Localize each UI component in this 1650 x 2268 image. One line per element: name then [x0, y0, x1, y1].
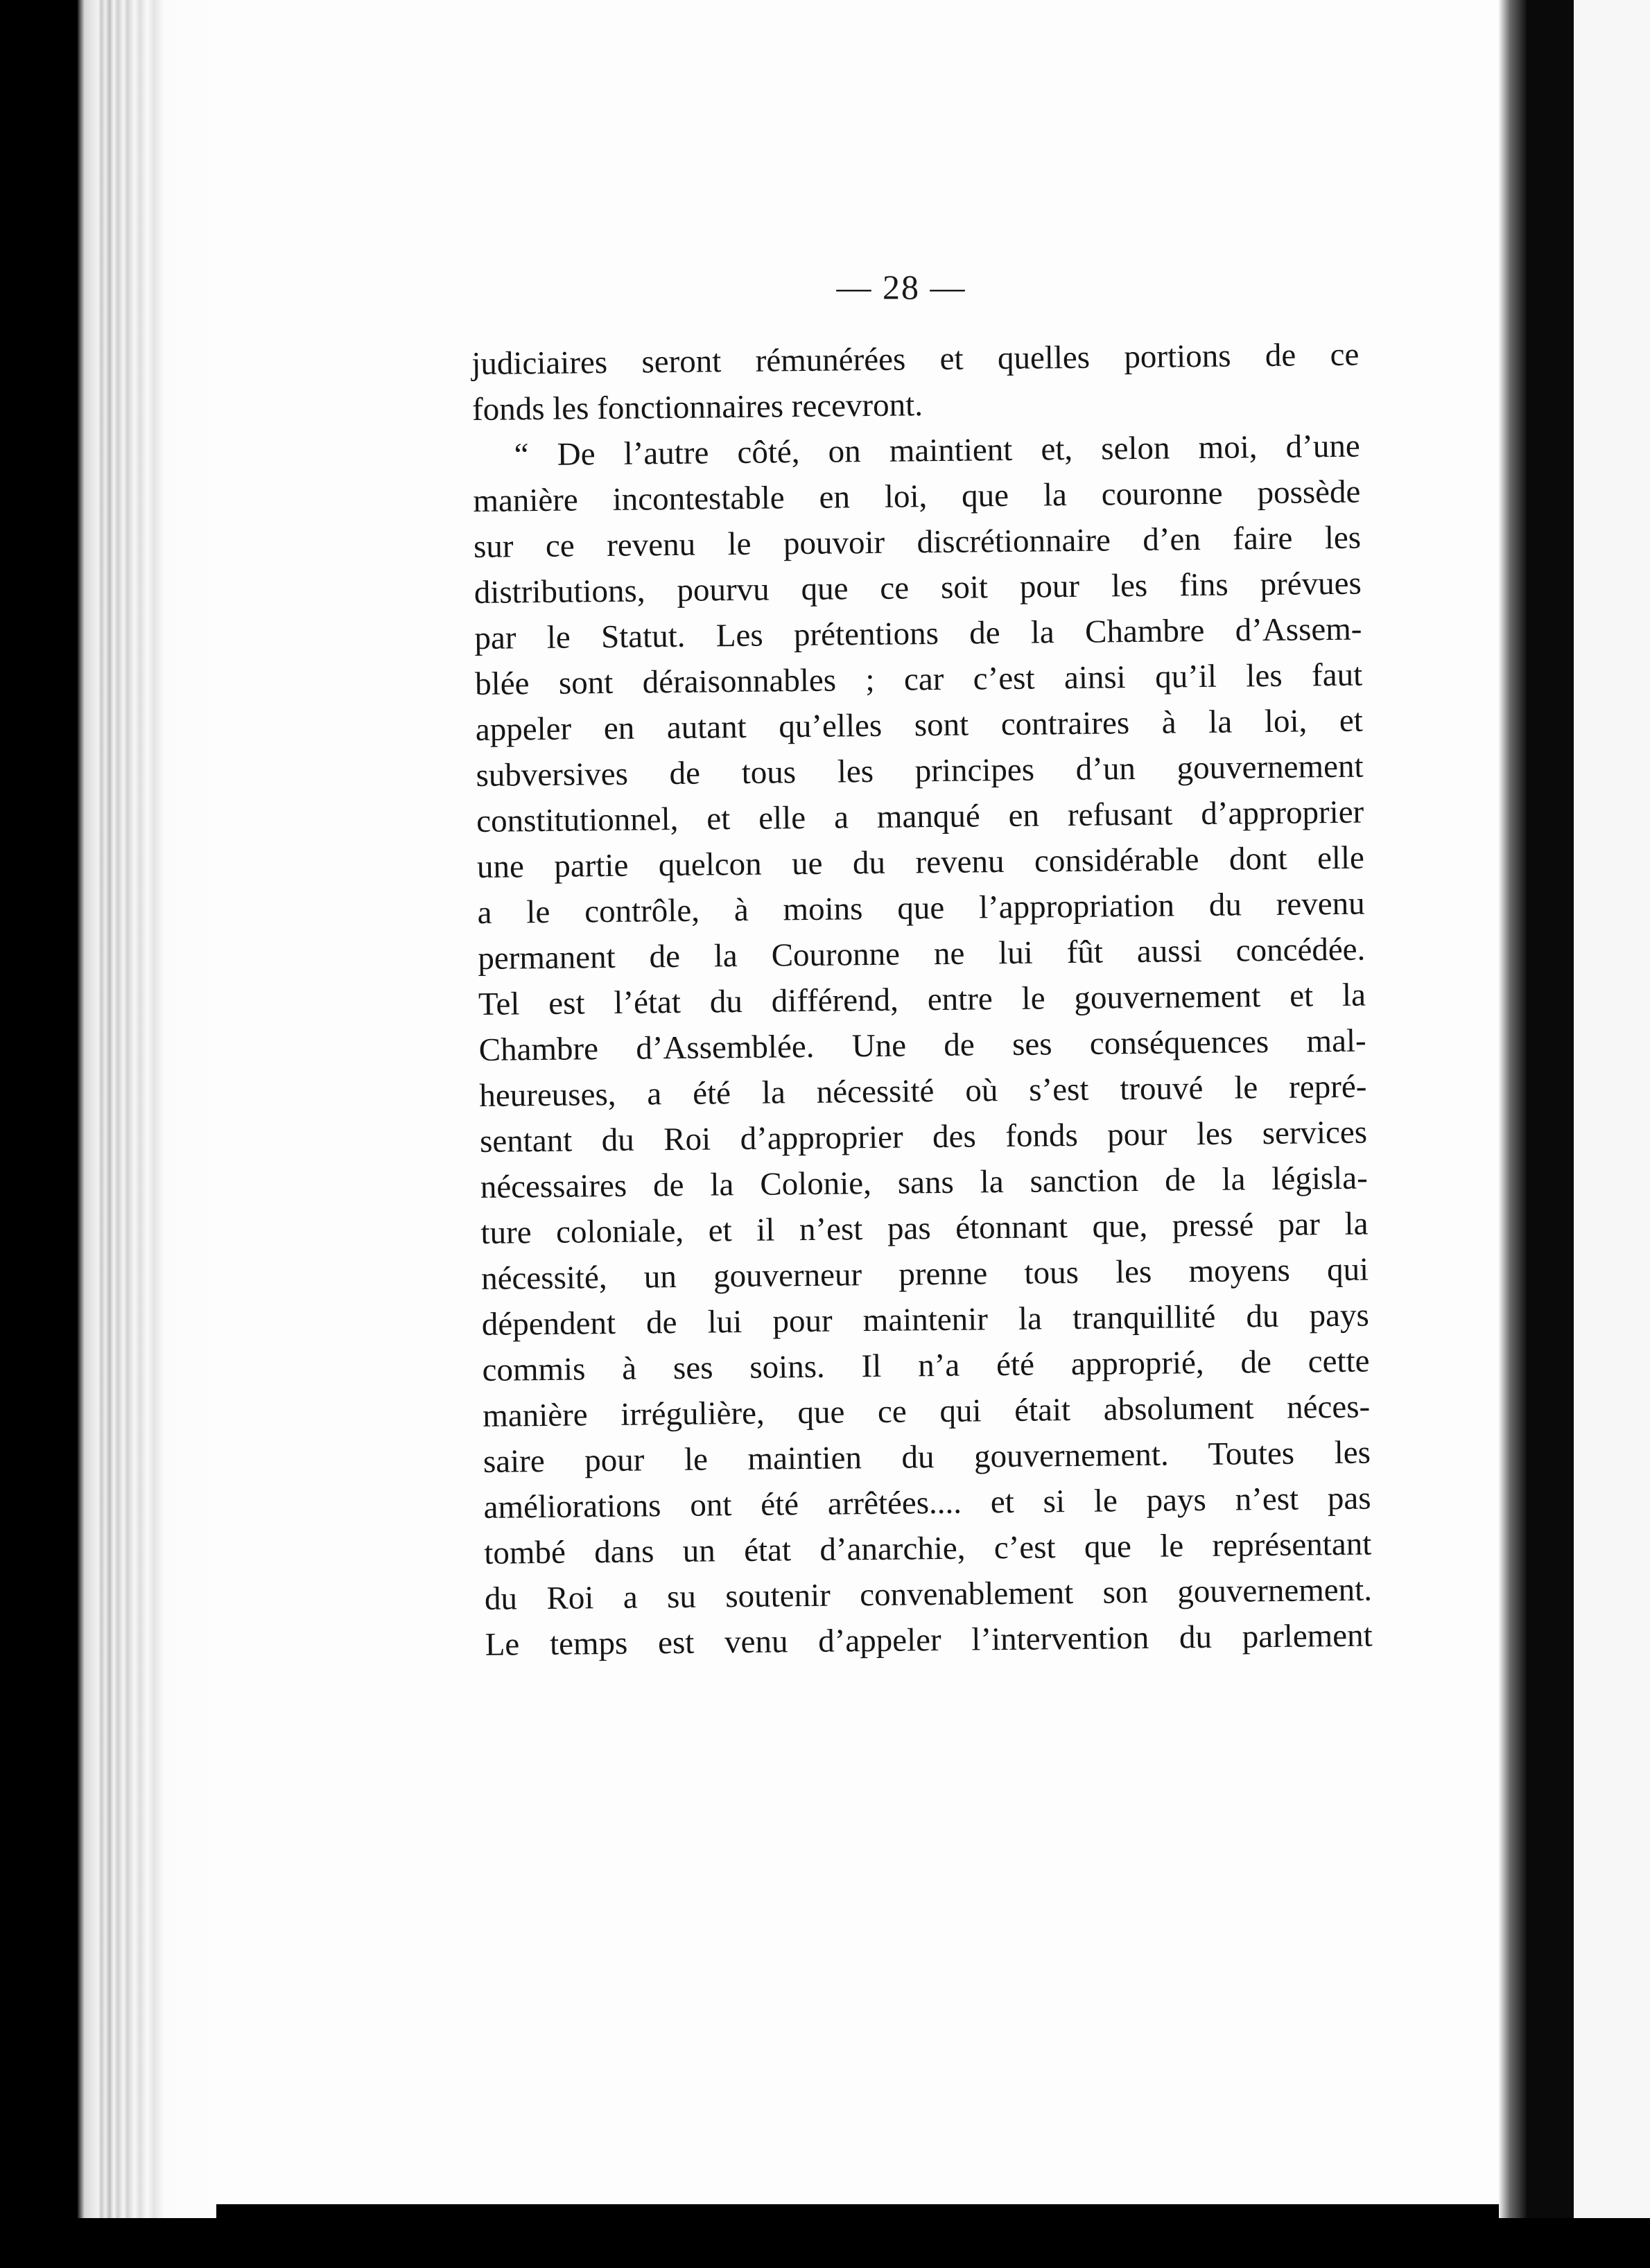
- text-line: Le temps est venu d’appeler l’intervention du parlement: [485, 1617, 1373, 1663]
- text-line: Tel est l’état du différend, entre le gouvernement et la: [478, 977, 1366, 1022]
- text-line: commis à ses soins. Il n’a été approprié, de cette: [482, 1343, 1370, 1388]
- text-line: une partie quelcon ue du revenu considérable dont elle: [476, 839, 1365, 885]
- text-line: améliorations ont été arrêtées.... et si le pays n’est pas: [483, 1480, 1371, 1526]
- text-line: tombé dans un état d’anarchie, c’est que le représentant: [484, 1526, 1372, 1571]
- text-line: dépendent de lui pour maintenir la tranquillité du pays: [481, 1297, 1370, 1343]
- text-line: nécessité, un gouverneur prenne tous les moyens qui: [480, 1251, 1369, 1297]
- text-line: manière irrégulière, que ce qui était absolument néces-: [482, 1388, 1371, 1434]
- text-line: sentant du Roi d’approprier des fonds pour les services: [479, 1114, 1368, 1160]
- gutter-shadow: [1527, 0, 1574, 2268]
- text-line: nécessaires de la Colonie, sans la sanction de la législa-: [480, 1160, 1368, 1205]
- page-number: — 28 —: [836, 268, 966, 306]
- text-line: a le contrôle, à moins que l’appropriation du revenu: [477, 885, 1365, 931]
- scan-bottom-border: [0, 2218, 1650, 2268]
- text-line: blée sont déraisonnables ; car c’est ainsi qu’il les faut: [474, 656, 1363, 702]
- text-line: Chambre d’Assemblée. Une de ses conséquences mal-: [478, 1022, 1366, 1068]
- text-line: constitutionnel, et elle a manqué en refusant d’approprier: [476, 794, 1364, 839]
- body-text: [471, 332, 1373, 1668]
- binding-edge: [1499, 0, 1527, 2218]
- text-line: ture coloniale, et il n’est pas étonnant que, pressé par la: [480, 1205, 1369, 1251]
- text-line: saire pour le maintien du gouvernement. Toutes les: [483, 1434, 1371, 1480]
- text-line: heureuses, a été la nécessité où s’est trouvé le repré-: [479, 1068, 1367, 1114]
- text-line: par le Statut. Les prétentions de la Chambre d’Assem-: [474, 611, 1362, 656]
- page-edge-stack: [78, 0, 216, 2218]
- text-line: fonds les fonctionnaires recevront.: [471, 387, 923, 428]
- text-line: judiciaires seront rémunérées et quelles portions de ce: [471, 336, 1360, 382]
- facing-page-edge: [1574, 0, 1650, 2268]
- text-line: subversives de tous les principes d’un gouvernement: [476, 748, 1364, 794]
- text-line: du Roi a su soutenir convenablement son gouvernement.: [484, 1571, 1373, 1617]
- text-line: permanent de la Couronne ne lui fût aussi concédée.: [478, 931, 1366, 977]
- text-line: “ De l’autre côté, on maintient et, selon moi, d’une: [514, 428, 1360, 473]
- text-line: sur ce revenu le pouvoir discrétionnaire d’en faire les: [473, 519, 1362, 565]
- text-line: appeler en autant qu’elles sont contraires à la loi, et: [475, 702, 1364, 748]
- text-line: distributions, pourvu que ce soit pour les fins prévues: [474, 565, 1362, 611]
- text-line: manière incontestable en loi, que la couronne possède: [473, 473, 1361, 519]
